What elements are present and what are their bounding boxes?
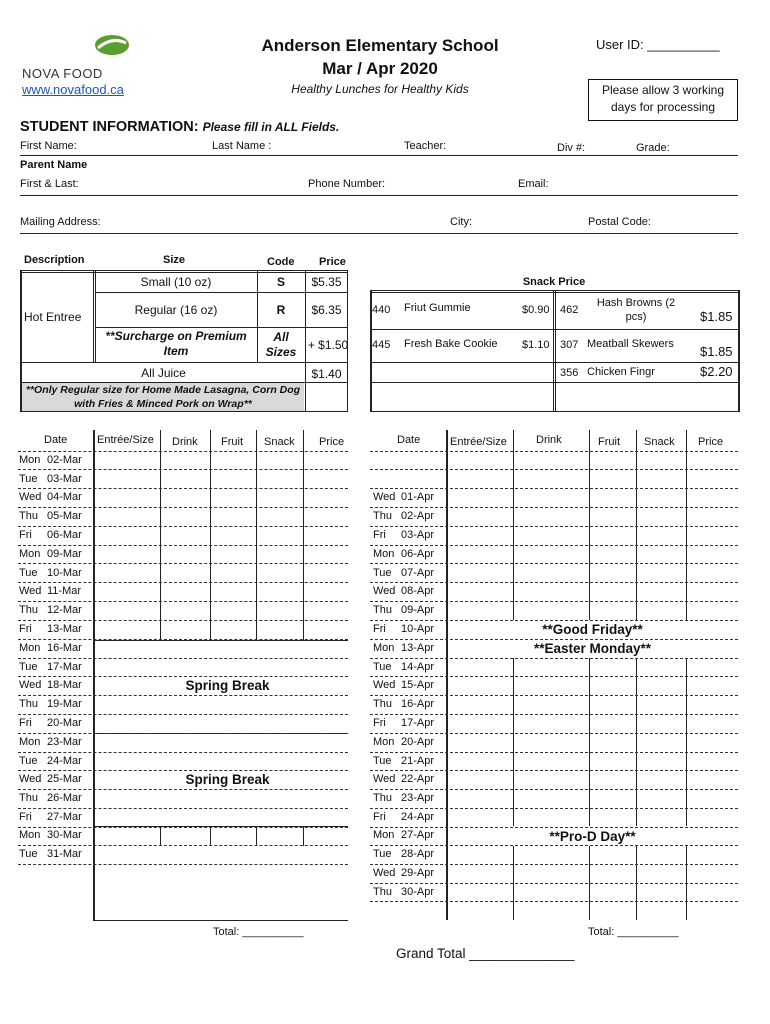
schedule-row — [373, 642, 434, 654]
row-day: Mon — [19, 548, 41, 560]
schedule-row — [19, 604, 82, 616]
surcharge-label: **Surcharge on Premium Item — [105, 329, 247, 358]
row-day: Tue — [373, 848, 392, 860]
row-day: Mon — [373, 829, 395, 841]
parent-name-label: Parent Name — [20, 159, 88, 171]
row-date: 16-Mar — [47, 642, 82, 654]
row-date: 08-Apr — [401, 585, 435, 597]
row-day: Fri — [373, 623, 386, 635]
row-day: Fri — [373, 717, 386, 729]
size-small: Small (10 oz) — [140, 275, 212, 289]
april-header-price: Price — [698, 436, 724, 448]
schedule-row — [19, 623, 82, 635]
leaf-logo-icon — [94, 34, 130, 56]
schedule-row — [19, 829, 82, 841]
row-day: Fri — [19, 623, 32, 635]
row-day: Mon — [373, 642, 395, 654]
schedule-row — [373, 848, 434, 860]
row-day: Tue — [19, 473, 38, 485]
schedule-row — [373, 585, 434, 597]
row-date: 23-Mar — [47, 736, 82, 748]
row-date: 16-Apr — [401, 698, 435, 710]
processing-notice: Please allow 3 working days for processing — [588, 79, 738, 121]
hot-entree-label: Hot Entree — [24, 310, 82, 324]
menu-header-code: Code — [267, 256, 295, 268]
row-day: Fri — [19, 529, 32, 541]
row-date: 29-Apr — [401, 867, 435, 879]
snack-heading: Snack Price — [522, 276, 586, 288]
snack-name-462: Hash Browns (2 pcs) — [596, 297, 676, 323]
schedule-row — [19, 661, 82, 673]
menu-header-description: Description — [24, 254, 85, 266]
schedule-row — [19, 848, 82, 860]
schedule-row — [373, 717, 434, 729]
row-day: Mon — [19, 829, 41, 841]
school-name: Anderson Elementary School — [261, 36, 499, 55]
schedule-row — [373, 548, 434, 560]
row-day: Wed — [19, 585, 42, 597]
user-id-field[interactable]: User ID: __________ — [596, 37, 720, 52]
student-info-note: Please fill in ALL Fields. — [202, 120, 340, 134]
nova-food-logo — [22, 34, 142, 98]
email-field[interactable]: Email: — [518, 178, 549, 190]
row-day: Fri — [373, 529, 386, 541]
row-date: 17-Apr — [401, 717, 435, 729]
postal-code-field[interactable]: Postal Code: — [588, 216, 651, 228]
schedule-row — [19, 567, 82, 579]
row-date: 12-Mar — [47, 604, 82, 616]
row-date: 02-Mar — [47, 454, 82, 466]
march-header-fruit: Fruit — [221, 436, 243, 448]
tagline: Healthy Lunches for Healthy Kids — [291, 82, 469, 96]
row-day: Wed — [373, 491, 396, 503]
row-day: Fri — [373, 811, 386, 823]
schedule-row — [373, 867, 434, 879]
schedule-row — [19, 642, 82, 654]
schedule-row — [373, 679, 434, 691]
row-date: 22-Apr — [401, 773, 435, 785]
schedule-row — [373, 567, 434, 579]
row-day: Thu — [373, 698, 392, 710]
snack-code-440: 440 — [372, 304, 391, 316]
schedule-row — [19, 792, 82, 804]
row-day: Fri — [19, 717, 32, 729]
schedule-row — [19, 491, 82, 503]
row-date: 05-Mar — [47, 510, 82, 522]
row-date: 15-Apr — [401, 679, 435, 691]
snack-price-462: $1.85 — [700, 309, 733, 324]
student-info-heading — [20, 119, 339, 135]
schedule-row — [19, 811, 82, 823]
row-day: Thu — [373, 510, 392, 522]
row-date: 13-Apr — [401, 642, 435, 654]
row-day: Thu — [19, 698, 38, 710]
row-date: 25-Mar — [47, 773, 82, 785]
row-day: Thu — [19, 510, 38, 522]
row-date: 19-Mar — [47, 698, 82, 710]
row-day: Thu — [19, 604, 38, 616]
row-day: Tue — [19, 755, 38, 767]
schedule-row — [373, 811, 434, 823]
row-date: 20-Mar — [47, 717, 82, 729]
row-date: 04-Mar — [47, 491, 82, 503]
schedule-row — [19, 510, 82, 522]
row-day: Wed — [19, 491, 42, 503]
snack-code-445: 445 — [372, 339, 391, 351]
row-day: Thu — [373, 604, 392, 616]
schedule-row — [373, 604, 434, 616]
row-date: 06-Apr — [401, 548, 435, 560]
schedule-row — [373, 886, 434, 898]
row-day: Mon — [19, 642, 41, 654]
spring-break-banner-2: Spring Break — [185, 772, 270, 787]
price-regular: $6.35 — [311, 303, 342, 317]
row-day: Tue — [373, 755, 392, 767]
schedule-row — [19, 585, 81, 597]
april-total-field[interactable]: Total: __________ — [588, 926, 679, 938]
schedule-row — [19, 529, 82, 541]
schedule-row — [373, 736, 434, 748]
menu-header-price: Price — [319, 256, 346, 268]
parent-first-last-field[interactable]: First & Last: — [20, 178, 79, 190]
row-date: 11-Mar — [47, 585, 82, 597]
schedule-row — [373, 510, 434, 522]
row-day: Mon — [19, 736, 41, 748]
row-date: 26-Mar — [47, 792, 82, 804]
row-day: Mon — [373, 548, 395, 560]
march-header-price: Price — [319, 436, 345, 448]
size-regular: Regular (16 oz) — [134, 303, 218, 317]
term-label: Mar / Apr 2020 — [322, 59, 438, 78]
spring-break-banner-1: Spring Break — [185, 678, 270, 693]
grand-total-field[interactable]: Grand Total ______________ — [396, 946, 575, 961]
pro-d-day-banner: **Pro-D Day** — [549, 829, 636, 844]
snack-price-440: $0.90 — [522, 304, 550, 316]
row-day: Tue — [373, 661, 392, 673]
row-day: Tue — [19, 567, 38, 579]
march-header-date: Date — [44, 434, 68, 446]
row-date: 13-Mar — [47, 623, 82, 635]
snack-name-356: Chicken Fingr — [587, 366, 655, 378]
row-day: Wed — [373, 867, 396, 879]
row-date: 02-Apr — [401, 510, 435, 522]
row-date: 03-Mar — [47, 473, 82, 485]
brand-name: NOVA FOOD — [22, 66, 103, 81]
row-date: 03-Apr — [401, 529, 435, 541]
row-date: 09-Apr — [401, 604, 435, 616]
schedule-row — [19, 548, 82, 560]
row-day: Wed — [19, 679, 42, 691]
price-small: $5.35 — [311, 275, 342, 289]
menu-header-size: Size — [163, 254, 186, 266]
row-day: Mon — [373, 736, 395, 748]
grade-field[interactable]: Grade: — [636, 142, 670, 154]
row-date: 14-Apr — [401, 661, 435, 673]
mailing-address-field[interactable]: Mailing Address: — [20, 216, 101, 228]
schedule-row — [373, 661, 434, 673]
last-name-field[interactable]: Last Name : — [212, 140, 272, 152]
snack-code-356: 356 — [560, 367, 579, 379]
row-date: 17-Mar — [47, 661, 82, 673]
row-day: Fri — [19, 811, 32, 823]
row-day: Wed — [373, 585, 396, 597]
website-link[interactable]: www.novafood.ca — [22, 82, 124, 97]
snack-name-307: Meatball Skewers — [587, 338, 674, 350]
row-date: 06-Mar — [47, 529, 82, 541]
row-day: Thu — [373, 792, 392, 804]
page-title — [230, 34, 530, 80]
row-date: 18-Mar — [47, 679, 82, 691]
phone-field[interactable]: Phone Number: — [308, 178, 386, 190]
row-date: 09-Mar — [47, 548, 82, 560]
row-day: Wed — [373, 679, 396, 691]
row-day: Wed — [19, 773, 42, 785]
schedule-row — [19, 698, 82, 710]
schedule-row — [373, 698, 434, 710]
juice-price: $1.40 — [311, 367, 342, 381]
schedule-row — [19, 736, 82, 748]
row-day: Wed — [373, 773, 396, 785]
row-date: 21-Apr — [401, 755, 435, 767]
teacher-field[interactable]: Teacher: — [404, 140, 447, 152]
snack-price-445: $1.10 — [522, 339, 550, 351]
march-header-entree: Entrée/Size — [97, 434, 154, 446]
city-field[interactable]: City: — [450, 216, 472, 228]
easter-monday-banner: **Easter Monday** — [533, 641, 652, 656]
div-field[interactable]: Div #: — [557, 142, 586, 154]
row-day: Thu — [373, 886, 392, 898]
schedule-row — [373, 755, 434, 767]
schedule-row — [373, 623, 434, 635]
good-friday-banner: **Good Friday** — [542, 622, 643, 637]
row-date: 31-Mar — [47, 848, 82, 860]
row-date: 01-Apr — [401, 491, 435, 503]
row-date: 24-Mar — [47, 755, 82, 767]
april-header-drink: Drink — [536, 434, 562, 446]
march-total-field[interactable]: Total: __________ — [213, 926, 304, 938]
row-day: Thu — [19, 792, 38, 804]
row-date: 20-Apr — [401, 736, 435, 748]
schedule-row — [373, 529, 434, 541]
student-info-title: STUDENT INFORMATION: — [20, 119, 199, 135]
snack-name-445: Fresh Bake Cookie — [404, 338, 498, 350]
snack-name-440: Friut Gummie — [404, 302, 471, 314]
march-header-snack: Snack — [264, 436, 295, 448]
code-small: S — [276, 275, 285, 289]
schedule-row — [373, 773, 434, 785]
row-day: Tue — [373, 567, 392, 579]
schedule-row — [19, 679, 82, 691]
schedule-row — [19, 773, 82, 785]
schedule-row — [373, 829, 434, 841]
april-header-date: Date — [397, 434, 421, 446]
row-day: Mon — [19, 454, 41, 466]
snack-code-307: 307 — [560, 339, 579, 351]
april-header-snack: Snack — [644, 436, 675, 448]
row-date: 30-Mar — [47, 829, 82, 841]
snack-price-356: $2.20 — [700, 364, 733, 379]
schedule-row — [19, 717, 82, 729]
schedule-row — [19, 755, 82, 767]
row-date: 30-Apr — [401, 886, 435, 898]
april-header-entree: Entrée/Size — [450, 436, 507, 448]
schedule-row — [19, 473, 82, 485]
schedule-row — [19, 454, 82, 466]
row-date: 28-Apr — [401, 848, 435, 860]
row-date: 27-Apr — [401, 829, 435, 841]
snack-price-307: $1.85 — [700, 344, 733, 359]
row-date: 24-Apr — [401, 811, 435, 823]
march-header-drink: Drink — [172, 436, 198, 448]
surcharge-price: + $1.50 — [307, 338, 349, 352]
april-header-fruit: Fruit — [598, 436, 620, 448]
row-date: 07-Apr — [401, 567, 435, 579]
row-date: 10-Mar — [47, 567, 82, 579]
code-regular: R — [276, 303, 286, 317]
schedule-row — [373, 792, 434, 804]
schedule-row — [373, 491, 434, 503]
row-day: Tue — [19, 848, 38, 860]
snack-code-462: 462 — [560, 304, 579, 316]
regular-only-note: **Only Regular size for Home Made Lasagna, Corn Dog with Fries & Minced Pork on Wrap** — [22, 383, 304, 411]
row-date: 10-Apr — [401, 623, 435, 635]
juice-label: All Juice — [141, 366, 186, 380]
surcharge-code: All Sizes — [265, 330, 297, 359]
row-day: Tue — [19, 661, 38, 673]
first-name-field[interactable]: First Name: — [20, 140, 77, 152]
row-date: 23-Apr — [401, 792, 435, 804]
row-date: 27-Mar — [47, 811, 82, 823]
